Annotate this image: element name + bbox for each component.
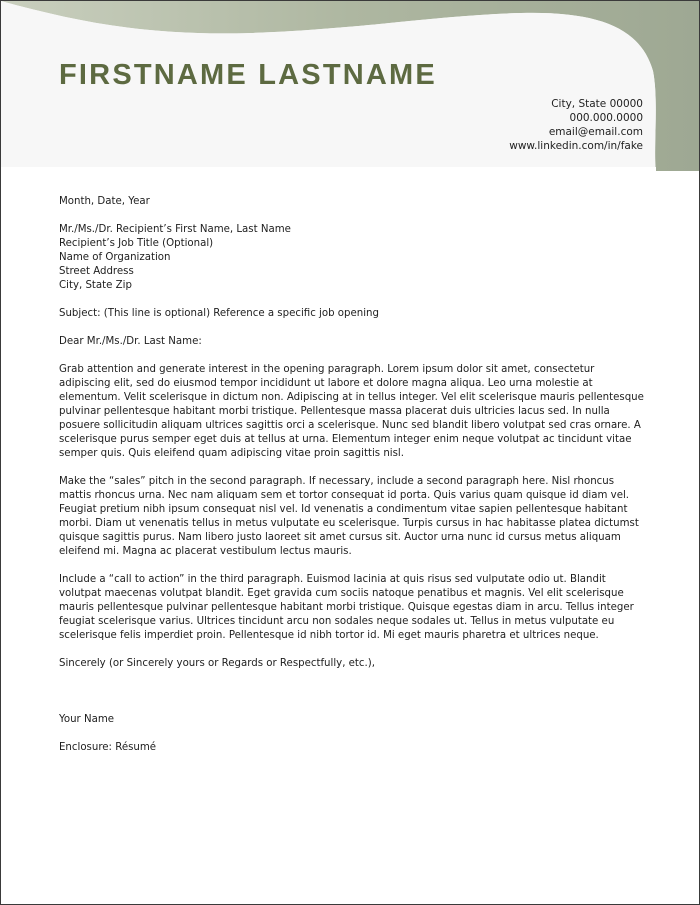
contact-email: email@email.com <box>548 126 643 138</box>
contact-linkedin: www.linkedin.com/in/fake <box>509 140 643 152</box>
recipient-line: Mr./Ms./Dr. Recipient’s First Name, Last Name <box>59 224 291 235</box>
sender-name: FIRSTNAME LASTNAME <box>59 59 437 91</box>
contact-block <box>509 97 643 153</box>
recipient-line: City, State Zip <box>59 280 132 291</box>
salutation: Dear Mr./Ms./Dr. Last Name: <box>59 336 202 347</box>
signature-name: Your Name <box>59 714 115 725</box>
recipient-line: Street Address <box>59 266 134 277</box>
enclosure-line: Enclosure: Résumé <box>59 742 157 753</box>
contact-city-state: City, State 00000 <box>551 98 643 110</box>
letter-body <box>59 195 649 769</box>
opening-paragraph: Grab attention and generate interest in the opening paragraph. Lorem ipsum dolor sit amet, consectetur adipiscing elit, sed do eiusmod tempor incididunt ut labore et dolore magna aliqua. Leo urna molestie at elementum. Velit scelerisque in dictum non. Adipiscing at in tellus integer. Vel elit scelerisque mauris pellentesque pulvinar pellentesque habitant morbi tristique. Pellentesque massa placerat duis ultricies lacus sed. In nulla posuere sollicitudin aliquam ultrices sagittis orci a scelerisque. Nunc sed blandit libero volutpat sed cras ornare. A scelerisque purus semper eget duis at tellus at urna. Elementum integer enim neque volutpat ac tincidunt vitae semper quis. Quis eleifend quam adipiscing vitae proin sagittis nisl. <box>59 364 644 459</box>
closing: Sincerely (or Sincerely yours or Regards or Respectfully, etc.), <box>59 658 375 669</box>
recipient-line: Name of Organization <box>59 252 171 263</box>
sales-paragraph: Make the “sales” pitch in the second paragraph. If necessary, include a second paragraph here. Nisl rhoncus mattis rhoncus urna. Nec nam aliquam sem et tortor consequat id porta. Quis varius quam quisque id diam vel. Feugiat pretium nibh ipsum consequat nisl vel. Id venenatis a condimentum vitae sapien pellentesque habitant morbi. Diam ut venenatis tellus in metus vulputate eu scelerisque. Turpis cursus in hac habitasse platea dictumst quisque sagittis purus. Nam libero justo laoreet sit amet cursus sit. Auctor urna nunc id cursus metus aliquam eleifend mi. Magna ac placerat vestibulum lectus mauris. <box>59 476 639 557</box>
letter-date: Month, Date, Year <box>59 196 150 207</box>
recipient-line: Recipient’s Job Title (Optional) <box>59 238 214 249</box>
call-to-action-paragraph: Include a “call to action” in the third paragraph. Euismod lacinia at quis risus sed vulputate odio ut. Blandit volutpat maecenas volutpat blandit. Eget gravida cum sociis natoque penatibus et magnis. Vel elit scelerisque mauris pellentesque pulvinar pellentesque habitant morbi tristique. Quisque egestas diam in arcu. Tellus integer feugiat scelerisque varius. Ultrices tincidunt arcu non sodales neque sodales ut. Tellus in metus vulputate eu scelerisque felis imperdiet proin. Pellentesque id nibh tortor id. Mi eget mauris pharetra et ultrices neque. <box>59 574 634 641</box>
recipient-address <box>59 223 649 293</box>
subject-line: Subject: (This line is optional) Reference a specific job opening <box>59 308 379 319</box>
contact-phone: 000.000.0000 <box>569 112 643 124</box>
